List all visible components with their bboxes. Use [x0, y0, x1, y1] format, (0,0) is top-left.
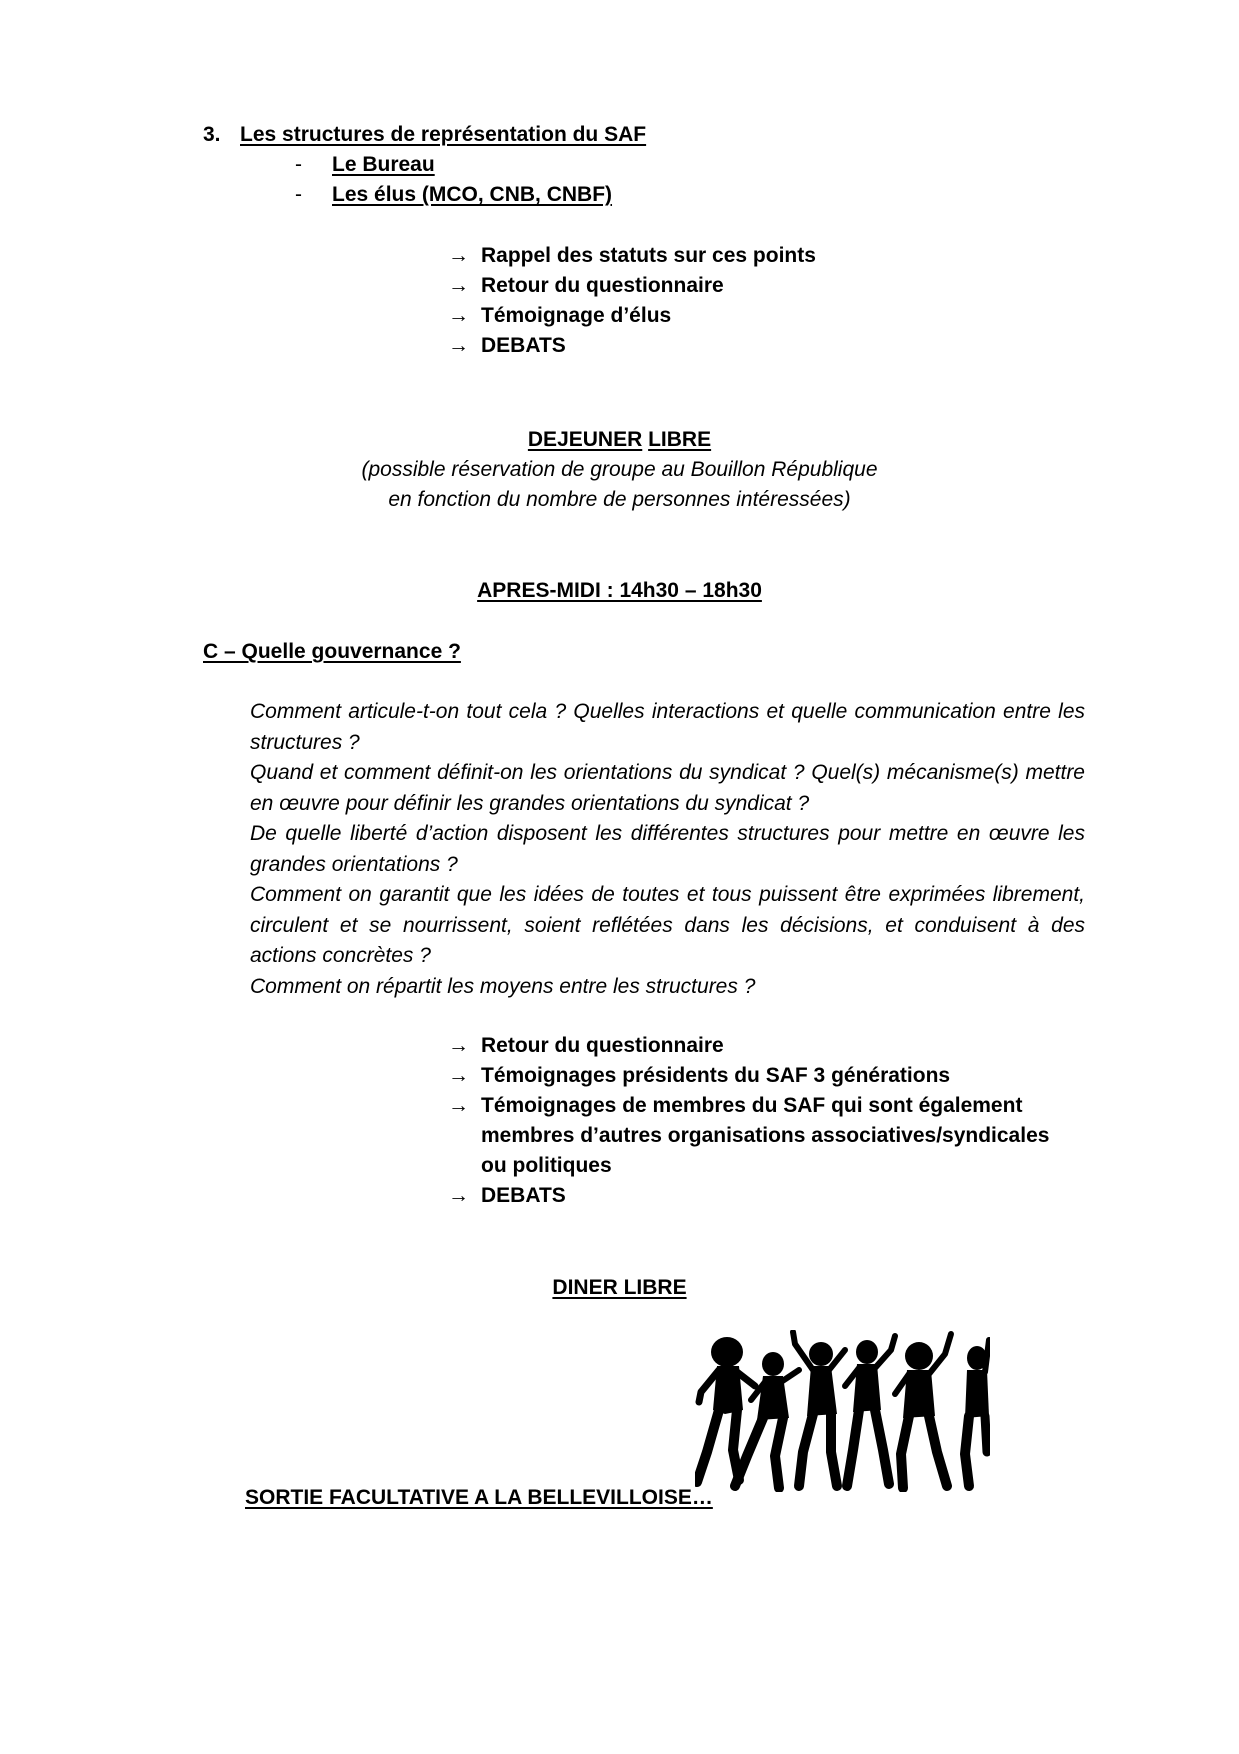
- dancing-silhouettes-icon: [695, 1330, 990, 1492]
- question-paragraph: Comment on garantit que les idées de toutes et tous puissent être exprimées librement, circulent et se nourrissent, soient reflétées dans les décisions, et conduisent à des actions concrètes ?: [250, 883, 1085, 967]
- arrow-point: → Retour du questionnaire: [448, 271, 724, 301]
- question-paragraph: De quelle liberté d’action disposent les différentes structures pour mettre en œuvre les grandes orientations ?: [250, 822, 1085, 876]
- arrow-point: → Rappel des statuts sur ces points: [448, 241, 816, 271]
- question-paragraph: Quand et comment définit-on les orientations du syndicat ? Quel(s) mécanisme(s) mettre en œuvre pour définir les grandes orientations du syndicat ?: [250, 761, 1085, 815]
- lunch-word-2: LIBRE: [648, 428, 712, 451]
- arrow-right-icon: →: [448, 334, 469, 357]
- list-item-bureau: Le Bureau: [332, 153, 435, 176]
- arrow-point: → Retour du questionnaire: [448, 1031, 724, 1061]
- arrow-right-icon: →: [448, 1184, 469, 1207]
- arrow-right-icon: →: [448, 1064, 469, 1087]
- list-dash: -: [295, 153, 302, 176]
- arrow-right-icon: →: [448, 274, 469, 297]
- section-c-title: C – Quelle gouvernance ?: [203, 640, 461, 663]
- lunch-heading: [0, 425, 1239, 455]
- governance-questions: [250, 697, 1085, 1002]
- list-item-elus: Les élus (MCO, CNB, CNBF): [332, 183, 613, 206]
- afternoon-heading: APRES-MIDI : 14h30 – 18h30: [477, 579, 762, 602]
- question-paragraph: Comment on répartit les moyens entre les structures ?: [250, 974, 756, 998]
- arrow-point: → DEBATS: [448, 1181, 566, 1211]
- list-dash: -: [295, 183, 302, 206]
- dinner-heading: DINER LIBRE: [552, 1276, 687, 1299]
- arrow-right-icon: →: [448, 304, 469, 327]
- arrow-point: → Témoignage d’élus: [448, 301, 671, 331]
- question-paragraph: Comment articule-t-on tout cela ? Quelles interactions et quelle communication entre les structures ?: [250, 700, 1085, 754]
- arrow-point: → DEBATS: [448, 331, 566, 361]
- lunch-note-line-2: en fonction du nombre de personnes intéressées): [388, 488, 851, 511]
- outing-heading: SORTIE FACULTATIVE A LA BELLEVILLOISE…: [245, 1486, 713, 1509]
- lunch-word-1: DEJEUNER: [527, 428, 643, 451]
- section-3-title: Les structures de représentation du SAF: [240, 123, 647, 146]
- arrow-right-icon: →: [448, 244, 469, 267]
- arrow-right-icon: →: [448, 1034, 469, 1057]
- arrow-point: → Témoignages présidents du SAF 3 générations: [448, 1061, 950, 1091]
- arrow-point: → Témoignages de membres du SAF qui sont également membres d’autres organisations associatives/syndicales ou politiques: [448, 1091, 1049, 1181]
- lunch-note-line-1: (possible réservation de groupe au Bouillon République: [361, 458, 878, 481]
- arrow-right-icon: →: [448, 1094, 469, 1117]
- section-3-number: 3.: [203, 123, 221, 146]
